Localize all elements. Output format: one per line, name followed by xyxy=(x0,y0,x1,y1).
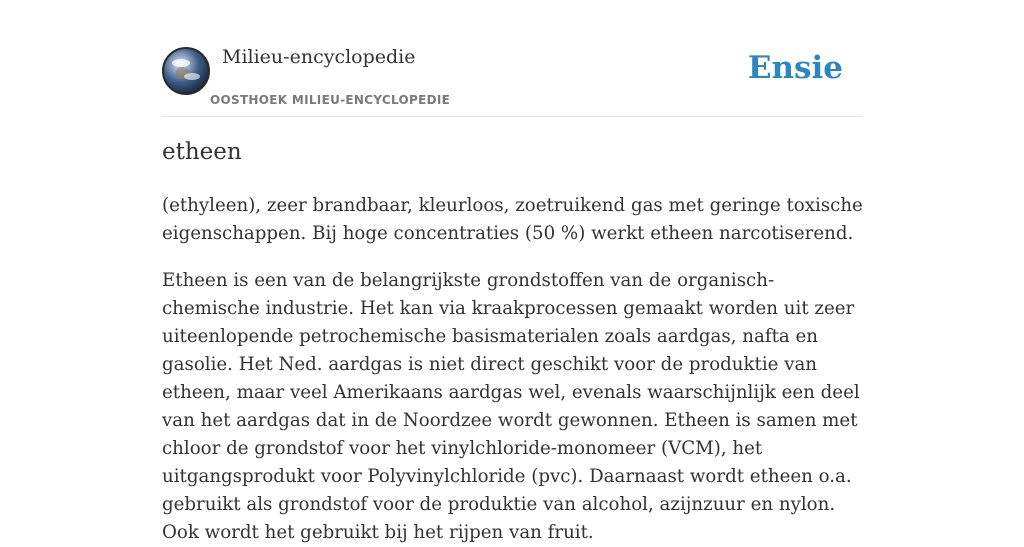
page xyxy=(162,0,863,543)
earth-avatar-icon[interactable] xyxy=(162,47,210,95)
ensie-logo-link[interactable]: Ensie xyxy=(747,50,843,86)
site-name-link[interactable]: Milieu-encyclopedie xyxy=(222,46,416,68)
article-paragraph: Etheen is een van de belangrijkste grondstoffen van de organisch-chemische industrie. Het kan via kraakprocessen gemaakt worden uit zeer uiteenlopende petrochemische basismaterialen zoals aardgas, nafta en gasolie. Het Ned. aardgas is niet direct geschikt voor de produktie van etheen, maar veel Amerikaans aardgas wel, evenals waarschijnlijk een deel van het aardgas dat in de Noordzee wordt gewonnen. Etheen is samen met chloor de grondstof voor het vinylchloride-monomeer (VCM), het uitgangsprodukt voor Polyvinylchloride (pvc). Daarnaast wordt etheen o.a. gebruikt als grondstof voor de produktie van alcohol, azijnzuur en nylon. Ook wordt het gebruikt bij het rijpen van fruit. xyxy=(162,270,860,543)
article-title: etheen xyxy=(162,139,242,165)
article-paragraph: (ethyleen), zeer brandbaar, kleurloos, zoetruikend gas met geringe toxische eigenschappen. Bij hoge concentraties (50 %) werkt etheen narcotiserend. xyxy=(162,195,863,244)
avatar-cloud xyxy=(172,59,190,67)
avatar-cloud xyxy=(184,73,200,80)
site-header xyxy=(162,0,862,117)
site-subtitle-link[interactable]: OOSTHOEK MILIEU-ENCYCLOPEDIE xyxy=(210,93,451,107)
